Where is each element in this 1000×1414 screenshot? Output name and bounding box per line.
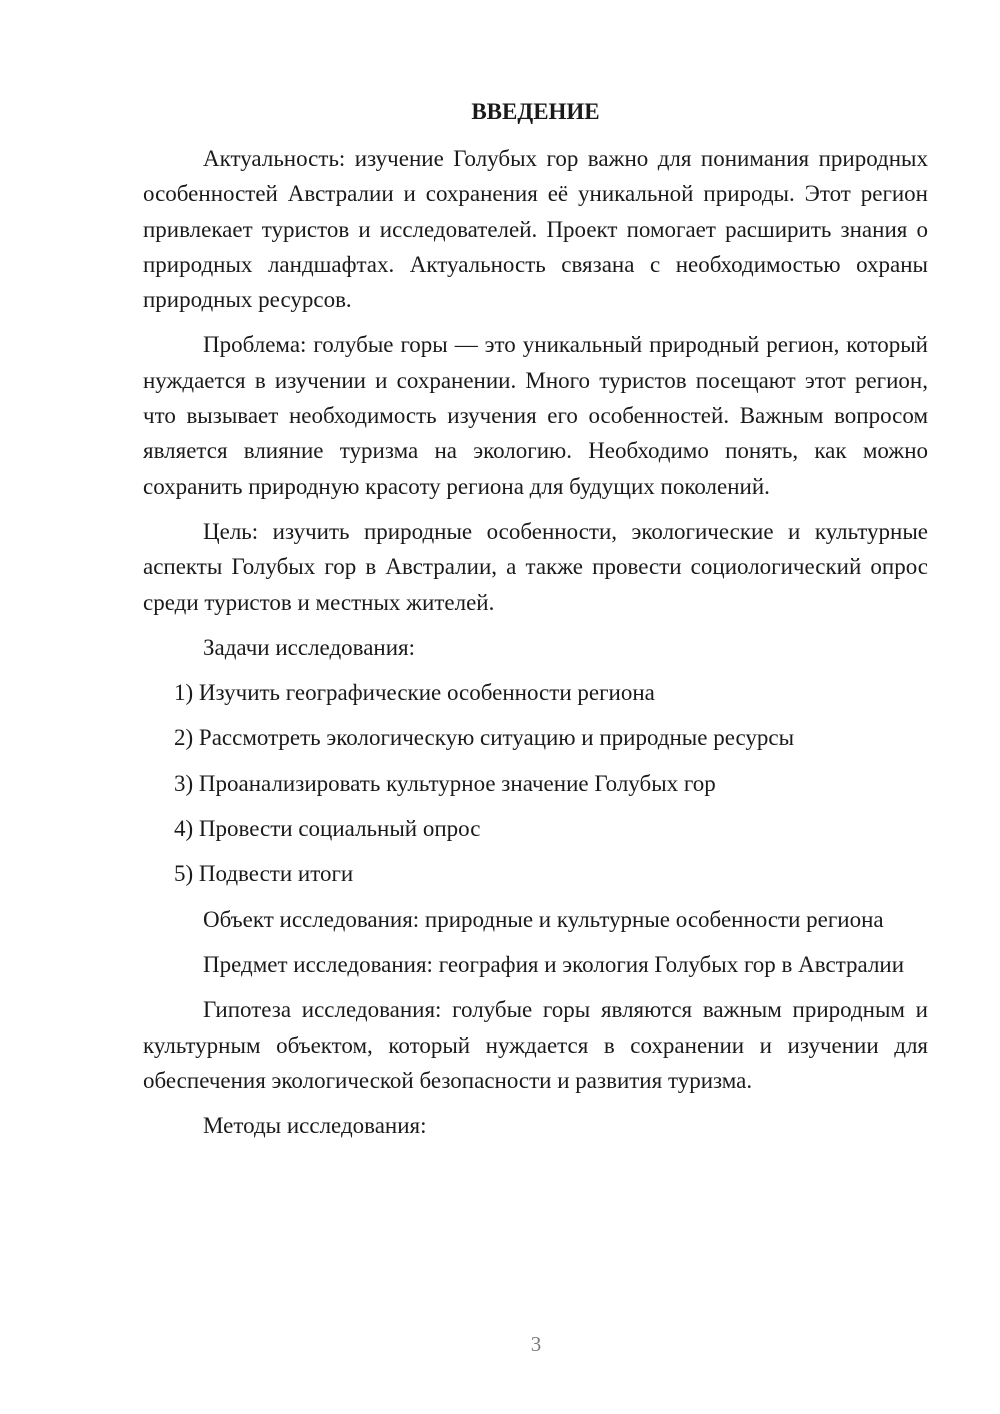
paragraph-problem: Проблема: голубые горы — это уникальный природный регион, который нуждается в изучении и сохранении. Много туристов посещают этот регион, что вызывает необходимость изучения его особенностей. Важным вопросом является влияние туризма на экологию. Необходимо понять, как можно сохранить природную красоту региона для будущих поколений. xyxy=(143,332,928,499)
list-item: 2) Рассмотреть экологическую ситуацию и природные ресурсы xyxy=(174,725,795,751)
document-body xyxy=(143,141,928,1153)
list-item: 5) Подвести итоги xyxy=(174,861,354,887)
tasks-list xyxy=(143,675,928,891)
page-number: 3 xyxy=(530,1332,542,1356)
paragraph-relevance: Актуальность: изучение Голубых гор важно для понимания природных особенностей Австралии и сохранения её уникальной природы. Этот регион привлекает туристов и исследователей. Проект помогает расширить знания о природных ландшафтах. Актуальность связана с необходимостью охраны природных ресурсов. xyxy=(143,146,928,313)
document-heading: ВВЕДЕНИЕ xyxy=(471,99,600,124)
paragraph-tasks-heading: Задачи исследования: xyxy=(203,634,416,660)
paragraph-object: Объект исследования: природные и культурные особенности региона xyxy=(203,906,884,932)
list-item: 4) Провести социальный опрос xyxy=(174,816,481,842)
paragraph-hypothesis: Гипотеза исследования: голубые горы являются важным природным и культурным объектом, который нуждается в сохранении и изучении для обеспечения экологической безопасности и развития туризма. xyxy=(143,997,928,1093)
list-item: 3) Проанализировать культурное значение Голубых гор xyxy=(174,770,716,796)
paragraph-methods-heading: Методы исследования: xyxy=(203,1113,427,1139)
paragraph-subject: Предмет исследования: география и экология Голубых гор в Австралии xyxy=(203,951,905,977)
paragraph-goal: Цель: изучить природные особенности, экологические и культурные аспекты Голубых гор в Австралии, а также провести социологический опрос среди туристов и местных жителей. xyxy=(143,518,928,615)
list-item: 1) Изучить географические особенности региона xyxy=(174,680,655,706)
